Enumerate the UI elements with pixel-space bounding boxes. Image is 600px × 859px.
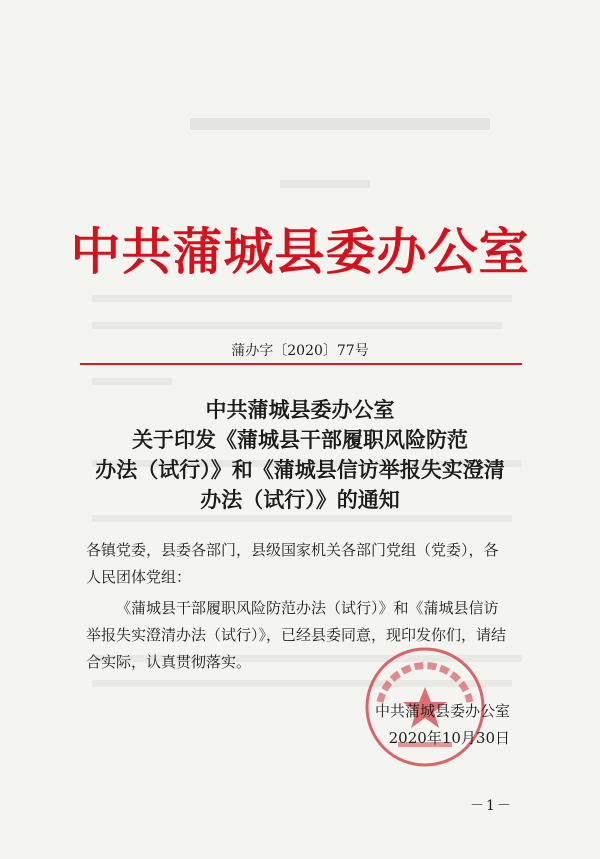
title-line: 办法（试行）》的通知 bbox=[200, 487, 400, 512]
body-line: 举报失实澄清办法（试行）》，已经县委同意，现印发你们，请结 bbox=[86, 626, 507, 644]
title-line: 中共蒲城县委办公室 bbox=[205, 397, 395, 422]
recipients bbox=[86, 537, 526, 591]
red-divider bbox=[80, 363, 522, 365]
notice-title bbox=[70, 395, 530, 515]
recipient-line: 人民团体党组： bbox=[86, 568, 192, 586]
body-line: 合实际，认真贯彻落实。 bbox=[86, 653, 252, 671]
body-line: 《蒲城县干部履职风险防范办法（试行）》和《蒲城县信访 bbox=[116, 599, 499, 617]
issuer-banner: 中共蒲城县委办公室 bbox=[70, 223, 530, 281]
title-line: 关于印发《蒲城县干部履职风险防范 bbox=[132, 427, 468, 452]
page-number: －1－ bbox=[470, 798, 513, 814]
title-line: 办法（试行）》和《蒲城县信访举报失实澄清 bbox=[95, 457, 505, 482]
signature-organization: 中共蒲城县委办公室 bbox=[374, 702, 510, 720]
recipient-line: 各镇党委，县委各部门，县级国家机关各部门党组（党委），各 bbox=[86, 541, 499, 559]
signature-date: 2020年10月30日 bbox=[388, 729, 510, 747]
document-number: 蒲办字〔2020〕77号 bbox=[231, 343, 369, 359]
signature-block bbox=[375, 698, 510, 752]
